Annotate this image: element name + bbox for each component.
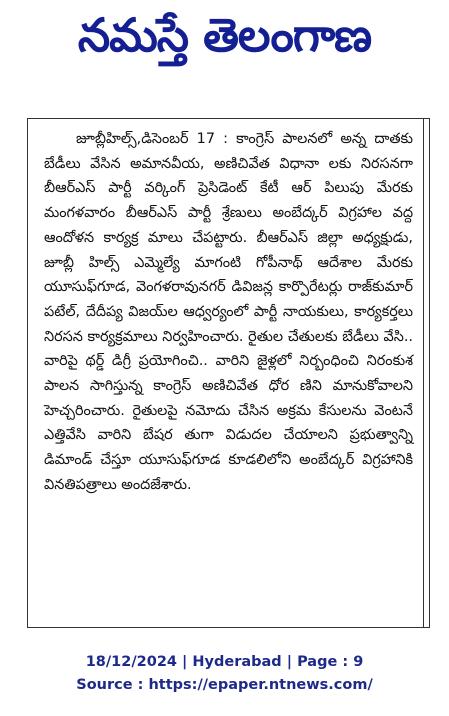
source-line: Source : https://epaper.ntnews.com/ — [76, 677, 373, 693]
newspaper-masthead — [0, 0, 449, 82]
edition-info-line: 18/12/2024 | Hyderabad | Page : 9 — [85, 654, 364, 670]
adjacent-column-fragment — [428, 119, 431, 627]
article-column — [28, 119, 424, 627]
article-clipping — [27, 118, 430, 628]
newspaper-logo-title: నమస్తే తెలంగాణ — [77, 8, 372, 62]
article-body: జూబ్లీహిల్స్,డిసెంబర్ 17 : కాంగ్రెస్ పాలనలో అన్న దాతకు బేడీలు వేసిన అమానవీయ, అణిచివేత విధానా లకు నిరసనగా బీఆర్ఎస్ పార్టీ వర్కింగ్ ప్రెసిడెంట్ కేటీ ఆర్ పిలుపు మేరకు మంగళవారం బీఆర్ఎస్ పార్టీ శ్రేణులు అంబేద్కర్ విగ్రహాల వద్ద ఆందోళన కార్యక్ర మాలు చేపట్టారు. బీఆర్ఎస్ జిల్లా అధ్యక్షుడు, జూబ్లీ హిల్స్ ఎమ్మెల్యే మాగంటి గోపీనాథ్ ఆదేశాల మేరకు యూసుఫ్‌గూడ, వెంగళరావునగర్ డివిజన్ల కార్పొరేటర్లు రాజ్‌కుమార్ పటేల్, దేదీప్య విజయ్‌ల ఆధ్వర్యంలో పార్టీ నాయకులు, కార్యకర్తలు నిరసన కార్యక్రమాలు నిర్వహించారు. రైతుల చేతులకు బేడీలు వేసి.. వారిపై థర్డ్ డిగ్రీ ప్రయోగించి.. వారిని జైళ్లలో నిర్బంధించి నిరంకుశ పాలన సాగిస్తున్న కాంగ్రెస్ అణిచివేత ధోర ణిని మానుకోవాలని హెచ్చరించారు. రైతులపై నమోదు చేసిన అక్రమ కేసులను వెంటనే ఎత్తివేసి వారిని బేషర తుగా విడుదల చేయాలని ప్రభుత్వాన్ని డిమాండ్ చేస్తూ యూసుఫ్‌గూడ కూడలిలోని అంబేద్కర్ విగ్రహానికి వినతిపత్రాలు అందజేశారు. — [44, 131, 413, 493]
